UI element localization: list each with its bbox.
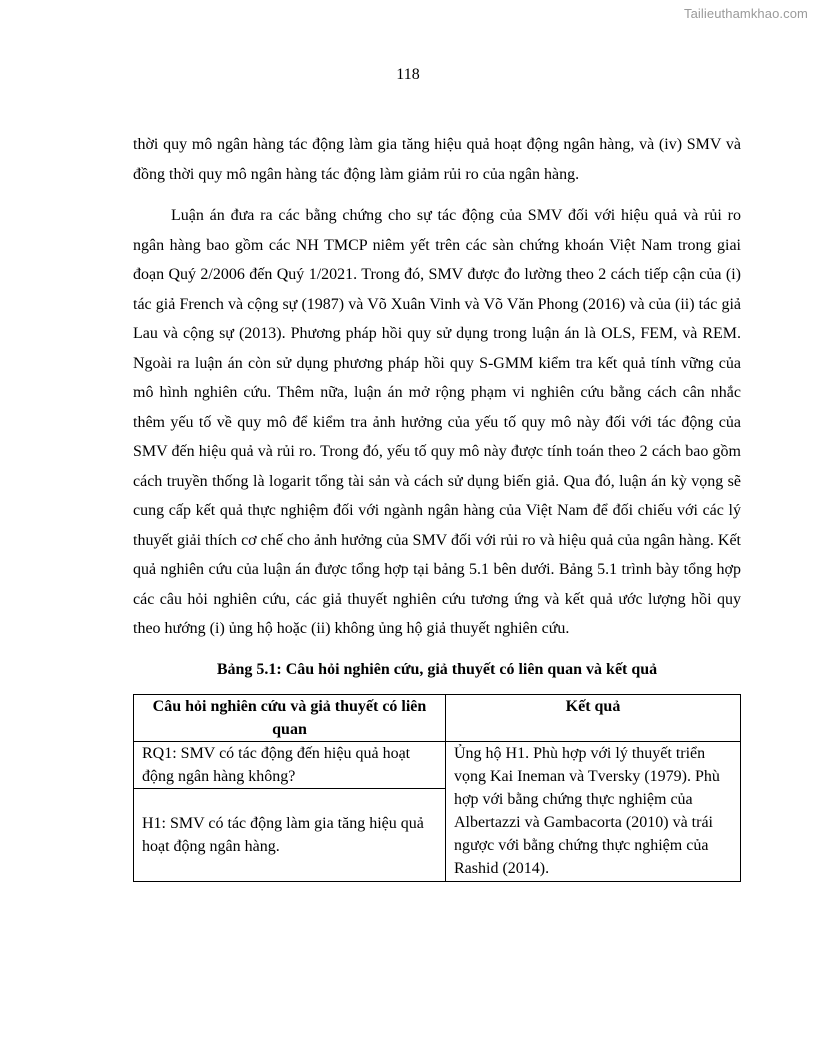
research-question-cell: RQ1: SMV có tác động đến hiệu quả hoạt động ngân hàng không?	[134, 741, 446, 788]
hypothesis-cell: H1: SMV có tác động làm gia tăng hiệu quả hoạt động ngân hàng.	[134, 788, 446, 881]
header-results: Kết quả	[446, 694, 741, 741]
page-number: 118	[396, 66, 420, 83]
watermark: Tailieuthamkhao.com	[683, 6, 808, 21]
result-cell: Ủng hộ H1. Phù hợp với lý thuyết triển vọng Kai Ineman và Tversky (1979). Phù hợp với bằng chứng thực nghiệm của Albertazzi và Gambacorta (2010) và trái ngược với bằng chứng thực nghiệm của Rashid (2014).	[446, 741, 741, 881]
results-table	[133, 694, 741, 882]
table-header-row	[134, 694, 741, 741]
document-body	[133, 130, 741, 882]
paragraph-main: Luận án đưa ra các bằng chứng cho sự tác động của SMV đối với hiệu quả và rủi ro ngân hàng bao gồm các NH TMCP niêm yết trên các sàn chứng khoán Việt Nam trong giai đoạn Quý 2/2006 đến Quý 1/2021. Trong đó, SMV được đo lường theo 2 cách tiếp cận của (i) tác giả French và cộng sự (1987) và Võ Xuân Vinh và Võ Văn Phong (2016) và của (ii) tác giả Lau và cộng sự (2013). Phương pháp hồi quy sử dụng trong luận án là OLS, FEM, và REM. Ngoài ra luận án còn sử dụng phương pháp hồi quy S-GMM kiểm tra kết quả tính vững của mô hình nghiên cứu. Thêm nữa, luận án mở rộng phạm vi nghiên cứu bằng cách cân nhắc thêm yếu tố về quy mô để kiểm tra ảnh hưởng của yếu tố quy mô này đối với tác động của SMV đến hiệu quả và rủi ro. Trong đó, yếu tố quy mô này được tính toán theo 2 cách bao gồm cách truyền thống là logarit tổng tài sản và cách sử dụng biến giả. Qua đó, luận án kỳ vọng sẽ cung cấp kết quả thực nghiệm đối với ngành ngân hàng của Việt Nam để đối chiếu với các lý thuyết giải thích cơ chế cho ảnh hưởng của SMV đối với rủi ro và hiệu quả của ngân hàng. Kết quả nghiên cứu của luận án được tổng hợp tại bảng 5.1 bên dưới. Bảng 5.1 trình bày tổng hợp các câu hỏi nghiên cứu, các giả thuyết nghiên cứu tương ứng và kết quả ước lượng hồi quy theo hướng (i) ủng hộ hoặc (ii) không ủng hộ giả thuyết nghiên cứu.	[133, 207, 741, 637]
paragraph-continuation: thời quy mô ngân hàng tác động làm gia tăng hiệu quả hoạt động ngân hàng, và (iv) SMV và đồng thời quy mô ngân hàng tác động làm giảm rủi ro của ngân hàng.	[133, 136, 741, 183]
header-questions: Câu hỏi nghiên cứu và giả thuyết có liên quan	[134, 694, 446, 741]
table-caption: Bảng 5.1: Câu hỏi nghiên cứu, giả thuyết có liên quan và kết quả	[216, 660, 658, 678]
table-row	[134, 741, 741, 788]
